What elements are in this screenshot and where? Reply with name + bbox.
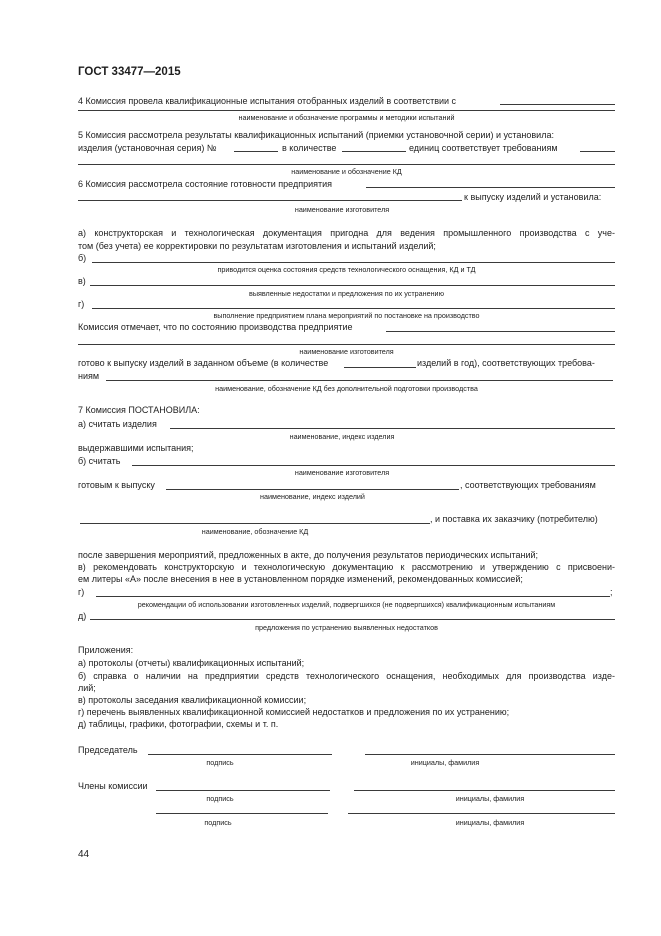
s7-after: после завершения мероприятий, предложенных в акте, до получения результатов периодических испытаний; (78, 550, 539, 560)
s5-blank-number (234, 151, 278, 152)
s4-line1: 4 Комиссия провела квалификационные испытания отобранных изделий в соответствии с (78, 96, 457, 106)
s6-note-blank-1 (386, 331, 615, 332)
member2-name-line (348, 813, 615, 814)
s5-line2a: изделия (установочная серия) № (78, 143, 217, 153)
chairman-name-line (365, 754, 615, 755)
s6-blank-2 (78, 200, 462, 201)
s7-a-label: а) считать изделия (78, 419, 157, 429)
s7-title: 7 Комиссия ПОСТАНОВИЛА: (78, 405, 200, 415)
s6-line2: к выпуску изделий и установила: (464, 192, 602, 202)
s6-v-caption: выявленные недостатки и предложения по их устранению (249, 289, 444, 298)
s5-caption: наименование и обозначение КД (291, 167, 402, 176)
s6-ready-line1: готово к выпуску изделий в заданном объеме (в количестве (78, 358, 329, 368)
member1-name-line (354, 790, 615, 791)
s5-line2c: единиц соответствует требованиям (409, 143, 558, 153)
chairman-signature-caption: подпись (206, 758, 234, 767)
s7-deliver-tail: , и поставка их заказчику (потребителю) (430, 514, 598, 524)
member1-signature-caption: подпись (206, 794, 234, 803)
s6-v-label: в) (78, 276, 86, 286)
s6-blank-1 (366, 187, 615, 188)
chairman-label: Председатель (78, 745, 138, 755)
s6-v-blank (90, 285, 615, 286)
appendix-item: в) протоколы заседания квалификационной комиссии; (78, 695, 307, 705)
s7-ready-blank (166, 489, 459, 490)
s6-ready-blank-qty (344, 367, 416, 368)
s6-a-line1: а) конструкторская и технологическая документация пригодна для ведения промышленного производства с уче- (78, 228, 615, 238)
s4-blank-1 (500, 104, 615, 105)
s6-g-caption: выполнение предприятием плана мероприятий по постановке на производство (213, 311, 480, 320)
s7-b-caption: наименование изготовителя (294, 468, 390, 477)
s7-d-label: д) (78, 611, 87, 621)
appendix-item: г) перечень выявленных квалификационной комиссией недостатков и предложения по их устранению; (78, 707, 510, 717)
s6-ready-blank-2 (106, 380, 613, 381)
s5-blank-2 (78, 164, 615, 165)
s6-b-caption: приводится оценка состояния средств технологического оснащения, КД и ТД (217, 265, 476, 274)
s7-deliver-caption: наименование, обозначение КД (201, 527, 309, 536)
member2-signature-line (156, 813, 328, 814)
appendix-item: а) протоколы (отчеты) квалификационных испытаний; (78, 658, 305, 668)
s6-ready-line1b: изделий в год), соответствующих требова- (417, 358, 595, 368)
page-title: ГОСТ 33477—2015 (78, 66, 181, 78)
s5-line1: 5 Комиссия рассмотрела результаты квалификационных испытаний (приемки установочной серии) и установила: (78, 130, 554, 140)
appendix-item: лий; (78, 683, 96, 693)
members-label: Члены комиссии (78, 781, 148, 791)
s7-g-caption: рекомендации об использовании изготовленных изделий, подвергшихся (не подвергшихся) квалификационным испытаниям (137, 600, 556, 609)
s5-blank-req (580, 151, 615, 152)
member1-name-caption: инициалы, фамилия (455, 794, 525, 803)
s7-ready-tail: , соответствующих требованиям (460, 480, 596, 490)
s7-d-blank (90, 619, 615, 620)
s6-note-caption: наименование изготовителя (299, 347, 394, 356)
s5-blank-quantity (342, 151, 406, 152)
chairman-signature-line (148, 754, 332, 755)
s7-a-blank (170, 428, 615, 429)
appendix-item: д) таблицы, графики, фотографии, схемы и т. п. (78, 719, 279, 729)
s6-ready-line2: ниям (78, 371, 100, 381)
s5-line2b: в количестве (282, 143, 337, 153)
member2-name-caption: инициалы, фамилия (455, 818, 525, 827)
page-number: 44 (78, 849, 90, 860)
s7-g-end: ; (610, 587, 613, 597)
s7-deliver-blank (80, 523, 430, 524)
s6-g-blank (92, 308, 615, 309)
s7-v-line2: ем литеры «А» после внесения в нее в установленном порядке изменений, рекомендованных комиссией; (78, 574, 523, 584)
s6-b-label: б) (78, 253, 87, 263)
s7-ready-label: готовым к выпуску (78, 480, 155, 490)
s6-b-blank (92, 262, 615, 263)
s7-v-line1: в) рекомендовать конструкторскую и технологическую документацию к рассмотрению и утверждению с присвоени- (78, 562, 615, 572)
appendix-item: б) справка о наличии на предприятии средств технологического оснащения, необходимых для производства изде- (78, 671, 615, 681)
member2-signature-caption: подпись (204, 818, 232, 827)
s6-caption: наименование изготовителя (294, 205, 390, 214)
s6-ready-caption: наименование, обозначение КД без дополнительной подготовки производства (215, 384, 478, 393)
s7-a-caption: наименование, индекс изделия (289, 432, 395, 441)
s4-caption: наименование и обозначение программы и методики испытаний (238, 113, 455, 122)
s7-g-label: г) (78, 587, 85, 597)
s7-b-label: б) считать (78, 456, 121, 466)
s7-g-blank (96, 596, 610, 597)
chairman-name-caption: инициалы, фамилия (410, 758, 480, 767)
appendix-title: Приложения: (78, 645, 134, 655)
member1-signature-line (156, 790, 330, 791)
s7-d-caption: предложения по устранению выявленных недостатков (255, 623, 438, 632)
s6-line1: 6 Комиссия рассмотрела состояние готовности предприятия (78, 179, 333, 189)
s6-note-line: Комиссия отмечает, что по состоянию производства предприятие (78, 322, 353, 332)
s7-passed: выдержавшими испытания; (78, 443, 194, 453)
s6-a-line2: том (без учета) ее корректировки по результатам изготовления и испытаний изделий; (78, 241, 436, 251)
s7-ready-caption: наименование, индекс изделий (260, 492, 365, 501)
s6-g-label: г) (78, 299, 85, 309)
s6-note-blank-2 (78, 344, 615, 345)
s7-b-blank (132, 465, 615, 466)
s4-blank-2 (78, 110, 615, 111)
